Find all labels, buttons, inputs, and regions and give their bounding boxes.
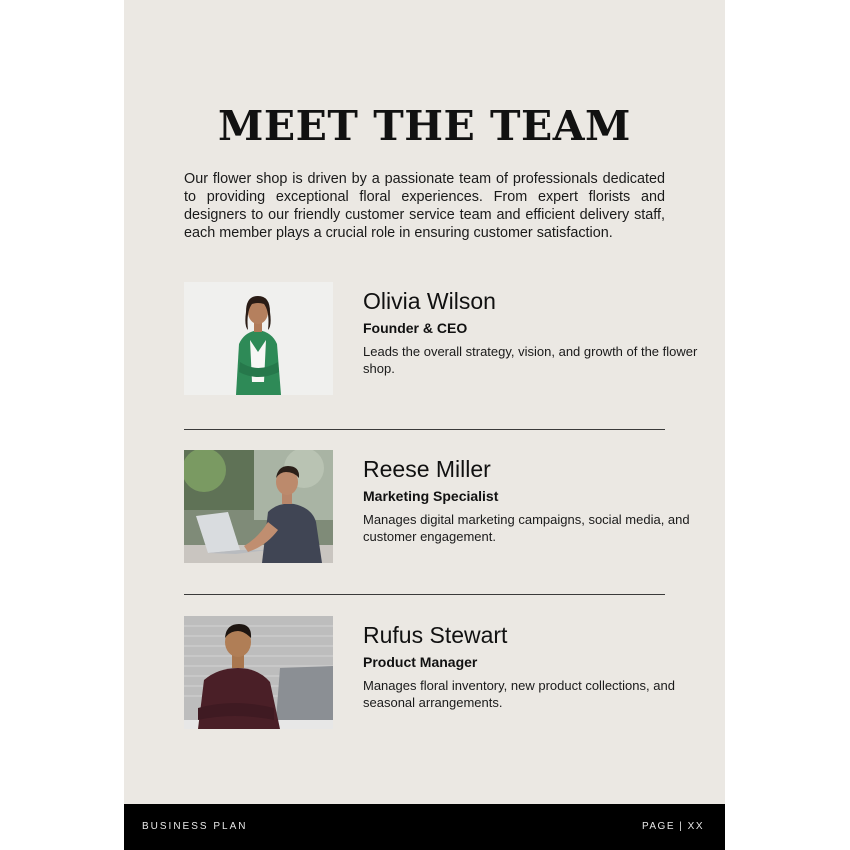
member-name: Rufus Stewart [363,622,508,648]
member-photo [184,450,333,563]
page-footer [124,804,725,850]
team-member-card [184,616,705,731]
member-info [363,450,703,545]
page-title: MEET THE TEAM [218,102,631,150]
member-description: Manages floral inventory, new product collections, and seasonal arrangements. [363,678,675,710]
intro-paragraph: Our flower shop is driven by a passionate team of professionals dedicated to providing exceptional floral experiences. From expert florists and designers to our friendly customer service team and efficient delivery staff, each member plays a crucial role in ensuring customer satisfaction. [184,171,665,241]
footer-document-label: BUSINESS PLAN [142,821,248,832]
member-name: Olivia Wilson [363,288,496,314]
member-name: Reese Miller [363,456,491,482]
member-description: Manages digital marketing campaigns, social media, and customer engagement. [363,512,690,544]
team-member-card [184,450,705,565]
footer-page-number: PAGE | XX [641,821,704,832]
member-info [363,282,703,377]
member-role: Founder & CEO [363,320,468,336]
member-description: Leads the overall strategy, vision, and growth of the flower shop. [363,344,698,376]
section-divider [184,594,665,595]
member-role: Product Manager [363,654,478,670]
member-photo [184,616,333,729]
document-page [124,0,725,850]
section-divider [184,429,665,430]
member-photo [184,282,333,395]
member-role: Marketing Specialist [363,488,499,504]
team-member-card [184,282,705,397]
member-info [363,616,703,711]
